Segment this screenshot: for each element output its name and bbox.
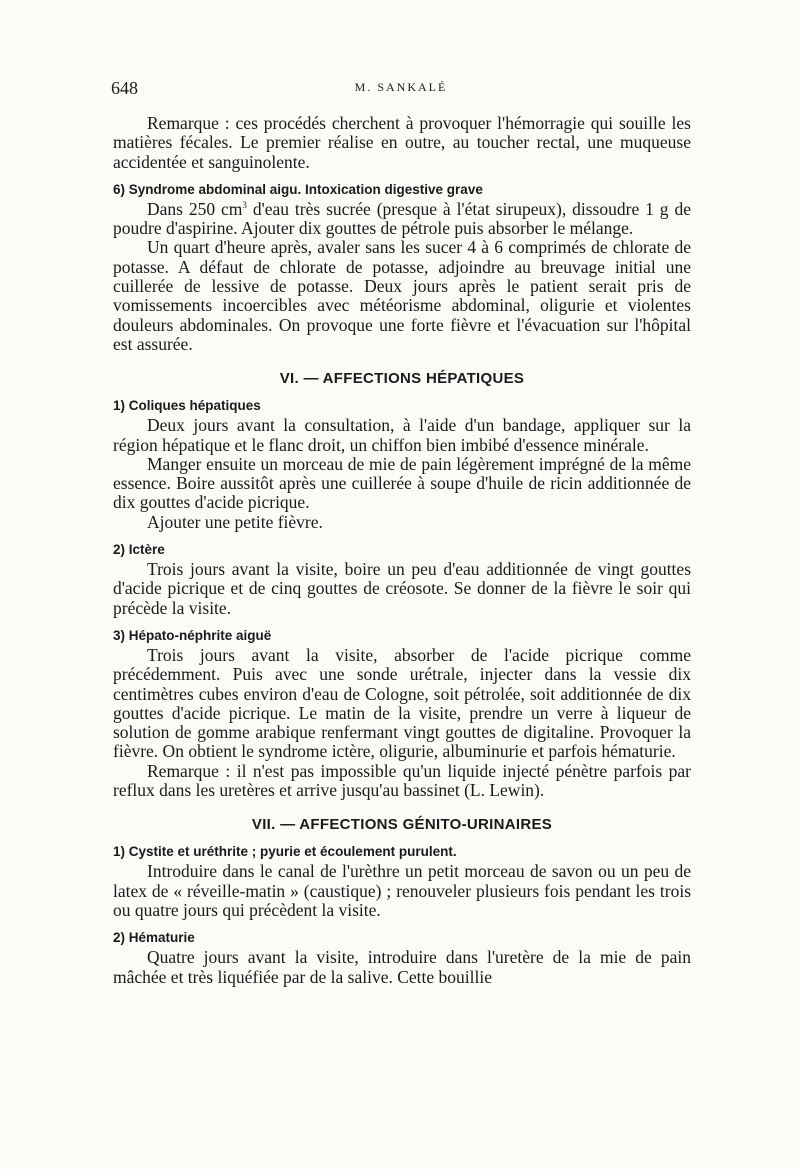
subheading-cystite: 1) Cystite et uréthrite ; pyurie et écoulement purulent.	[113, 844, 457, 860]
paragraph-coliques-2: Manger ensuite un morceau de mie de pain légèrement imprégné de la même essence. Boire aussitôt après une cuillerée à soupe d'huile de ricin additionnée de dix gouttes d'acide picrique.	[113, 453, 691, 513]
text-fragment: Dans 250 cm	[147, 198, 243, 219]
paragraph-syndrome-evolution: Un quart d'heure après, avaler sans les sucer 4 à 6 comprimés de chlorate de potasse. A défaut de chlorate de potasse, adjoindre au breuvage initial une cuillerée de lessive de potasse. Deux jours après le patient serait pris de vomissements incoercibles avec météorisme abdominal, oligurie et violentes douleurs abdominales. On provoque une forte fièvre et l'évacuation sur l'hôpital est assurée.	[113, 237, 691, 354]
section-heading-genito-urinaires: VII. — AFFECTIONS GÉNITO-URINAIRES	[251, 816, 553, 834]
running-header	[111, 78, 691, 100]
subheading-syndrome-abdominal: 6) Syndrome abdominal aigu. Intoxication digestive grave	[113, 181, 483, 197]
superscript: 3	[242, 200, 247, 211]
text-fragment: d'eau très sucrée (presque à l'état sirupeux), dissoudre 1 g de poudre d'aspirine. Ajouter dix gouttes de pétrole puis absorber le mélange.	[113, 198, 691, 239]
paragraph-hematurie: Quatre jours avant la visite, introduire dans l'uretère de la mie de pain mâchée et très liquéfiée par de la salive. Cette bouillie	[113, 947, 691, 987]
subheading-hepato-nephrite: 3) Hépato-néphrite aiguë	[113, 627, 272, 643]
paragraph-hepato-1: Trois jours avant la visite, absorber de l'acide picrique comme précédemment. Puis avec une sonde urétrale, injecter dans la vessie dix centimètres cubes environ d'eau de Cologne, soit pétrolée, soit additionnée de dix gouttes d'acide picrique. Le matin de la visite, prendre un verre à liqueur de solution de gomme arabique renfermant vingt gouttes de digitaline. Provoquer la fièvre. On obtient le syndrome ictère, oligurie, albuminurie et parfois hématurie.	[113, 644, 691, 762]
page-body	[113, 114, 691, 987]
page-number: 648	[111, 78, 138, 98]
paragraph-syndrome-dosage	[113, 200, 691, 239]
paragraph-cystite: Introduire dans le canal de l'urèthre un petit morceau de savon ou un peu de latex de « réveille-matin » (caustique) ; renouveler plusieurs fois pendant les trois ou quatre jours qui précèdent la visite.	[113, 861, 691, 920]
paragraph-hepato-2: Remarque : il n'est pas impossible qu'un liquide injecté pénètre parfois par reflux dans les uretères et arrive jusqu'au bassinet (L. Lewin).	[113, 760, 691, 801]
subheading-ictere: 2) Ictère	[113, 542, 165, 558]
paragraph-coliques-3: Ajouter une petite fièvre.	[147, 511, 323, 532]
subheading-hematurie: 2) Hématurie	[113, 930, 195, 946]
paragraph-coliques-1: Deux jours avant la consultation, à l'aide d'un bandage, appliquer sur la région hépatique et le flanc droit, un chiffon bien imbibé d'essence minérale.	[113, 415, 691, 455]
paragraph-remarque: Remarque : ces procédés cherchent à provoquer l'hémorragie qui souille les matières fécales. Le premier réalise en outre, au toucher rectal, une muqueuse accidentée et sanguinolente.	[113, 113, 691, 172]
subheading-coliques: 1) Coliques hépatiques	[113, 398, 261, 414]
running-head-author: M. SANKALÉ	[354, 80, 448, 94]
paragraph-ictere: Trois jours avant la visite, boire un peu d'eau additionnée de vingt gouttes d'acide picrique et de cinq gouttes de créosote. Se donner de la fièvre le soir qui précède la visite.	[113, 559, 691, 618]
section-heading-hepatiques: VI. — AFFECTIONS HÉPATIQUES	[279, 370, 525, 388]
